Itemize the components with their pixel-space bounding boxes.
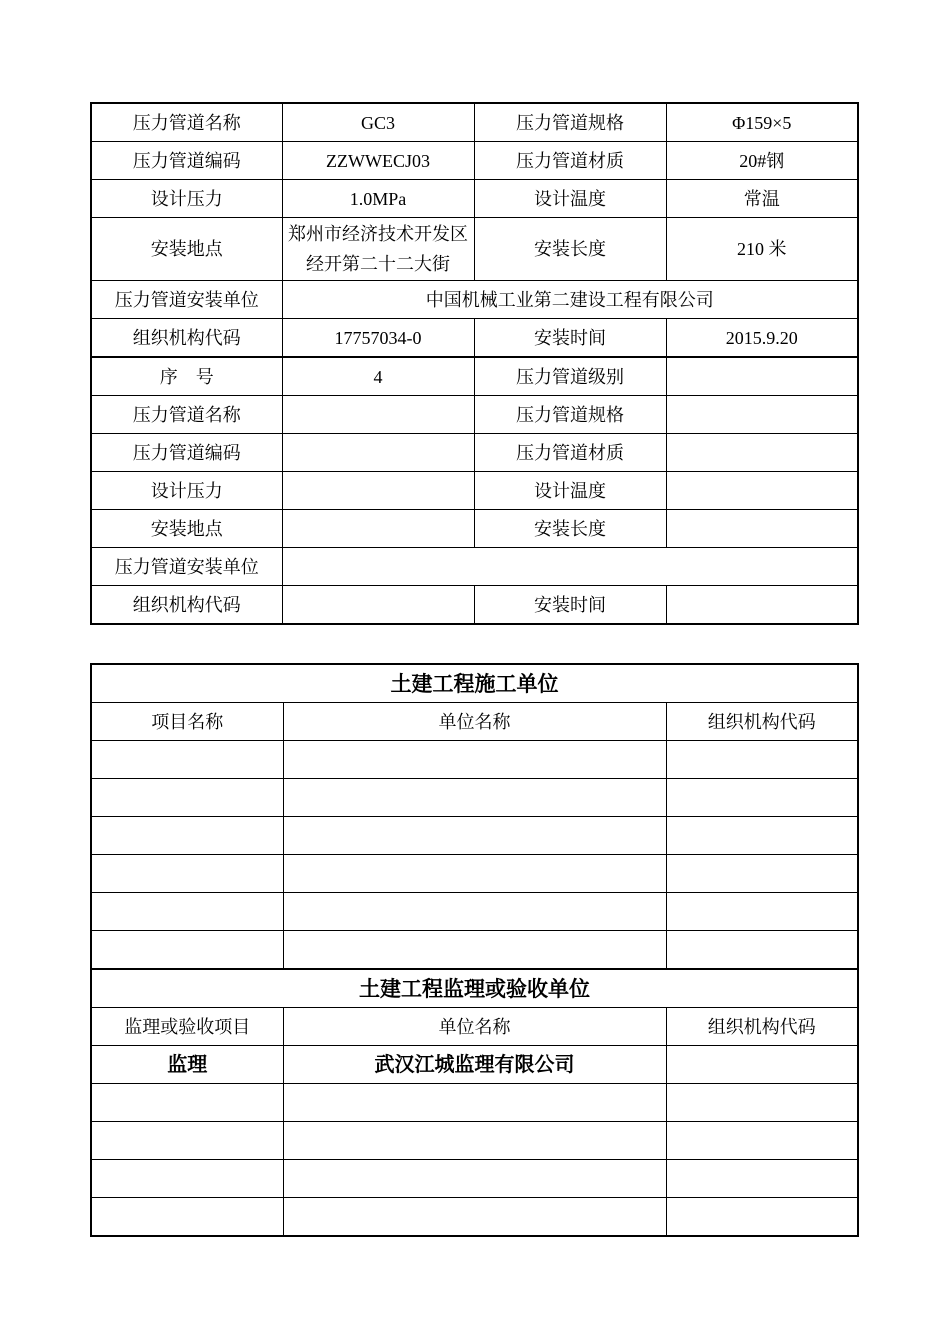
table-row	[91, 1198, 858, 1237]
table-row	[91, 396, 858, 434]
table-cell	[666, 855, 858, 893]
supervision-unit-name: 武汉江城监理有限公司	[283, 1046, 666, 1084]
table-cell	[666, 1160, 858, 1198]
table-row	[91, 779, 858, 817]
pipe-name-label: 压力管道名称	[91, 103, 282, 142]
table-row	[91, 893, 858, 931]
pipe-material-label: 压力管道材质	[474, 434, 666, 472]
table-row	[91, 434, 858, 472]
header-row	[91, 703, 858, 741]
pipe-spec-value: Φ159×5	[666, 103, 858, 142]
install-length-value	[666, 510, 858, 548]
table-cell	[666, 1046, 858, 1084]
table-cell	[91, 1084, 283, 1122]
pipe-material-value: 20#钢	[666, 142, 858, 180]
table-cell	[283, 817, 666, 855]
installer-value	[282, 548, 858, 586]
table-row	[91, 281, 858, 319]
pipe-spec-label: 压力管道规格	[474, 396, 666, 434]
table-cell	[666, 1122, 858, 1160]
pipe-code-label: 压力管道编码	[91, 142, 282, 180]
install-location-value: 郑州市经济技术开发区经开第二十二大街	[282, 218, 474, 281]
pipe-spec-value	[666, 396, 858, 434]
table-cell	[666, 931, 858, 970]
table-row	[91, 472, 858, 510]
civil-supervision-title: 土建工程监理或验收单位	[91, 969, 858, 1008]
table-cell	[283, 1160, 666, 1198]
install-time-value	[666, 586, 858, 625]
table-cell	[283, 931, 666, 970]
pipe-material-label: 压力管道材质	[474, 142, 666, 180]
civil-units-table	[90, 663, 859, 1237]
table-cell	[666, 779, 858, 817]
pipe-level-label: 压力管道级别	[474, 357, 666, 396]
table-cell	[91, 1160, 283, 1198]
table-cell	[91, 1198, 283, 1237]
column-header: 单位名称	[283, 703, 666, 741]
column-header: 监理或验收项目	[91, 1008, 283, 1046]
pipe-name-value: GC3	[282, 103, 474, 142]
table-row	[91, 1084, 858, 1122]
table-row	[91, 180, 858, 218]
design-temp-value	[666, 472, 858, 510]
pipeline-info-table	[90, 102, 859, 625]
install-time-label: 安装时间	[474, 586, 666, 625]
table-cell	[91, 855, 283, 893]
table-cell	[91, 893, 283, 931]
table-cell	[666, 1198, 858, 1237]
org-code-label: 组织机构代码	[91, 586, 282, 625]
table-cell	[91, 741, 283, 779]
org-code-value	[282, 586, 474, 625]
table-row	[91, 817, 858, 855]
design-pressure-label: 设计压力	[91, 472, 282, 510]
install-location-label: 安装地点	[91, 218, 282, 281]
table-row	[91, 855, 858, 893]
install-length-label: 安装长度	[474, 218, 666, 281]
install-location-label: 安装地点	[91, 510, 282, 548]
table-cell	[666, 893, 858, 931]
pipe-code-label: 压力管道编码	[91, 434, 282, 472]
table-cell	[283, 1198, 666, 1237]
design-temp-label: 设计温度	[474, 180, 666, 218]
install-length-label: 安装长度	[474, 510, 666, 548]
table-cell	[283, 741, 666, 779]
table-cell	[666, 741, 858, 779]
column-header: 组织机构代码	[666, 703, 858, 741]
table-row	[91, 586, 858, 625]
table-cell	[283, 855, 666, 893]
seq-label: 序 号	[91, 357, 282, 396]
pipe-code-value	[282, 434, 474, 472]
section-title-row	[91, 969, 858, 1008]
table-cell	[91, 1122, 283, 1160]
design-pressure-value: 1.0MPa	[282, 180, 474, 218]
pipe-spec-label: 压力管道规格	[474, 103, 666, 142]
installer-label: 压力管道安装单位	[91, 548, 282, 586]
table-row	[91, 510, 858, 548]
install-time-label: 安装时间	[474, 319, 666, 358]
table-cell	[91, 817, 283, 855]
design-temp-value: 常温	[666, 180, 858, 218]
design-pressure-label: 设计压力	[91, 180, 282, 218]
table-cell	[283, 1122, 666, 1160]
table-row	[91, 357, 858, 396]
installer-value: 中国机械工业第二建设工程有限公司	[282, 281, 858, 319]
table-row	[91, 1046, 858, 1084]
civil-construction-title: 土建工程施工单位	[91, 664, 858, 703]
org-code-value: 17757034-0	[282, 319, 474, 358]
column-header: 组织机构代码	[666, 1008, 858, 1046]
install-time-value: 2015.9.20	[666, 319, 858, 358]
pipe-name-label: 压力管道名称	[91, 396, 282, 434]
table-row	[91, 1122, 858, 1160]
table-cell	[666, 817, 858, 855]
pipe-level-value	[666, 357, 858, 396]
table-cell	[91, 779, 283, 817]
table-row	[91, 142, 858, 180]
table-cell	[283, 779, 666, 817]
pipe-name-value	[282, 396, 474, 434]
table-cell	[666, 1084, 858, 1122]
table-row	[91, 741, 858, 779]
seq-value: 4	[282, 357, 474, 396]
installer-label: 压力管道安装单位	[91, 281, 282, 319]
supervision-item: 监理	[91, 1046, 283, 1084]
column-header: 单位名称	[283, 1008, 666, 1046]
pipe-material-value	[666, 434, 858, 472]
table-row	[91, 1160, 858, 1198]
table-row	[91, 548, 858, 586]
install-length-value: 210 米	[666, 218, 858, 281]
header-row	[91, 1008, 858, 1046]
column-header: 项目名称	[91, 703, 283, 741]
table-row	[91, 218, 858, 281]
table-row	[91, 931, 858, 970]
table-cell	[283, 1084, 666, 1122]
org-code-label: 组织机构代码	[91, 319, 282, 358]
design-pressure-value	[282, 472, 474, 510]
section-title-row	[91, 664, 858, 703]
design-temp-label: 设计温度	[474, 472, 666, 510]
table-row	[91, 319, 858, 358]
table-cell	[91, 931, 283, 970]
table-cell	[283, 893, 666, 931]
pipe-code-value: ZZWWECJ03	[282, 142, 474, 180]
table-row	[91, 103, 858, 142]
install-location-value	[282, 510, 474, 548]
